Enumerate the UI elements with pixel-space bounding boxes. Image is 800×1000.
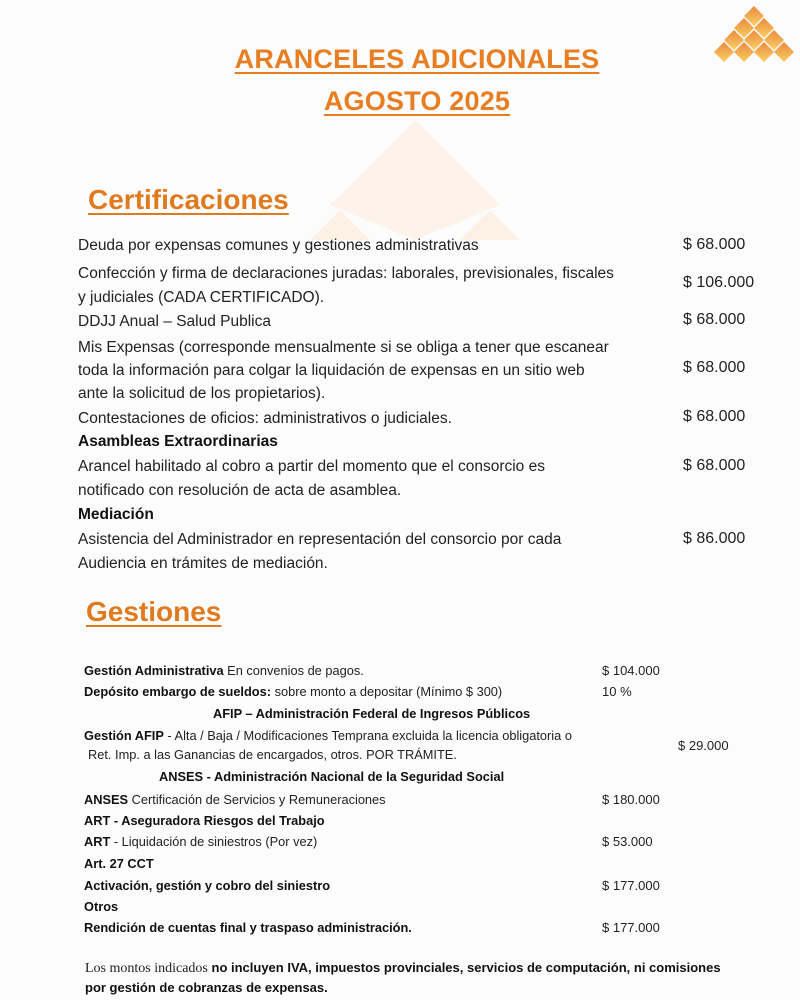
cert-item-text: DDJJ Anual – Salud Publica xyxy=(78,313,272,330)
anses-heading: ANSES - Administración Nacional de la Seguridad Social xyxy=(159,769,505,784)
cert-item-price: $ 68.000 xyxy=(683,311,746,328)
mediacion-price: $ 86.000 xyxy=(683,530,746,547)
anses-price: $ 180.000 xyxy=(602,792,660,807)
gestion-admin-label: Gestión Administrativa xyxy=(84,663,224,678)
gestion-admin-text: En convenios de pagos. xyxy=(223,663,364,678)
anses-row xyxy=(84,792,386,807)
art-row xyxy=(84,834,317,849)
activacion-text: Activación, gestión y cobro del siniestro xyxy=(84,878,331,893)
subheading-asambleas: Asambleas Extraordinarias xyxy=(78,433,278,450)
cert-item-text: Deuda por expensas comunes y gestiones administrativas xyxy=(78,237,479,254)
asambleas-price: $ 68.000 xyxy=(683,457,746,474)
activacion-price: $ 177.000 xyxy=(602,878,660,893)
footer-note xyxy=(85,958,775,997)
cert-item-price: $ 68.000 xyxy=(683,408,746,425)
footer-bold-part: no incluyen IVA, impuestos provinciales, servicios de computación, ni comisiones xyxy=(207,960,721,975)
cert-item-price: $ 68.000 xyxy=(683,236,746,253)
cert-item-text-line3: ante la solicitud de los propietarios). xyxy=(78,385,326,402)
subheading-mediacion: Mediación xyxy=(78,506,154,523)
art27-heading: Art. 27 CCT xyxy=(84,856,154,871)
otros-heading: Otros xyxy=(84,899,119,914)
gestion-afip-price: $ 29.000 xyxy=(678,738,729,753)
gestion-afip-text-line1: - Alta / Baja / Modificaciones Temprana excluida la licencia obligatoria o xyxy=(163,728,572,743)
cert-item-text-line1: Mis Expensas (corresponde mensualmente si se obliga a tener que escanear xyxy=(78,339,609,356)
deposito-text: sobre monto a depositar (Mínimo $ 300) xyxy=(271,684,503,699)
art-label: ART xyxy=(84,834,111,849)
cert-item-text-line1: Confección y firma de declaraciones juradas: laborales, previsionales, fiscales xyxy=(78,265,614,282)
asambleas-text-line2: notificado con resolución de acta de asamblea. xyxy=(78,482,402,499)
footer-serif-part: Los montos indicados xyxy=(85,961,208,976)
watermark-pyramid-icon xyxy=(300,120,530,240)
gestion-afip-label: Gestión AFIP xyxy=(84,728,164,743)
cert-item-text: Contestaciones de oficios: administrativos o judiciales. xyxy=(78,410,452,427)
asambleas-text-line1: Arancel habilitado al cobro a partir del momento que el consorcio es xyxy=(78,458,545,475)
art-heading: ART - Aseguradora Riesgos del Trabajo xyxy=(84,813,325,828)
cert-item-text-line2: y judiciales (CADA CERTIFICADO). xyxy=(78,289,325,306)
deposito-label: Depósito embargo de sueldos: xyxy=(84,684,272,699)
anses-text: Certificación de Servicios y Remuneraciones xyxy=(128,792,386,807)
art-text: - Liquidación de siniestros (Por vez) xyxy=(110,834,318,849)
deposito-row xyxy=(84,684,502,699)
footer-line1 xyxy=(85,958,775,978)
gestion-afip-text-line2: Ret. Imp. a las Ganancias de encargados, otros. POR TRÁMITE. xyxy=(88,747,457,762)
rendicion-price: $ 177.000 xyxy=(602,920,660,935)
cert-item-text-line2: toda la información para colgar la liquidación de expensas en un sitio web xyxy=(78,362,585,379)
page-title-line2: AGOSTO 2025 xyxy=(323,86,511,116)
section-heading-certificaciones: Certificaciones xyxy=(88,184,289,215)
footer-line2: por gestión de cobranzas de expensas. xyxy=(85,980,328,995)
cert-item-price: $ 68.000 xyxy=(683,359,746,376)
rendicion-text: Rendición de cuentas final y traspaso administración. xyxy=(84,920,412,935)
mediacion-text-line1: Asistencia del Administrador en representación del consorcio por cada xyxy=(78,531,562,548)
gestion-admin-row xyxy=(84,663,364,678)
section-heading-gestiones: Gestiones xyxy=(86,596,222,627)
afip-heading: AFIP – Administración Federal de Ingresos Públicos xyxy=(213,706,531,721)
anses-label: ANSES xyxy=(84,792,129,807)
deposito-price: 10 % xyxy=(602,684,632,699)
page-title-line1: ARANCELES ADICIONALES xyxy=(234,44,600,74)
gestion-admin-price: $ 104.000 xyxy=(602,663,660,678)
gestion-afip-row xyxy=(84,728,572,743)
cert-item-price: $ 106.000 xyxy=(683,274,755,291)
mediacion-text-line2: Audiencia en trámites de mediación. xyxy=(78,555,328,572)
art-price: $ 53.000 xyxy=(602,834,653,849)
